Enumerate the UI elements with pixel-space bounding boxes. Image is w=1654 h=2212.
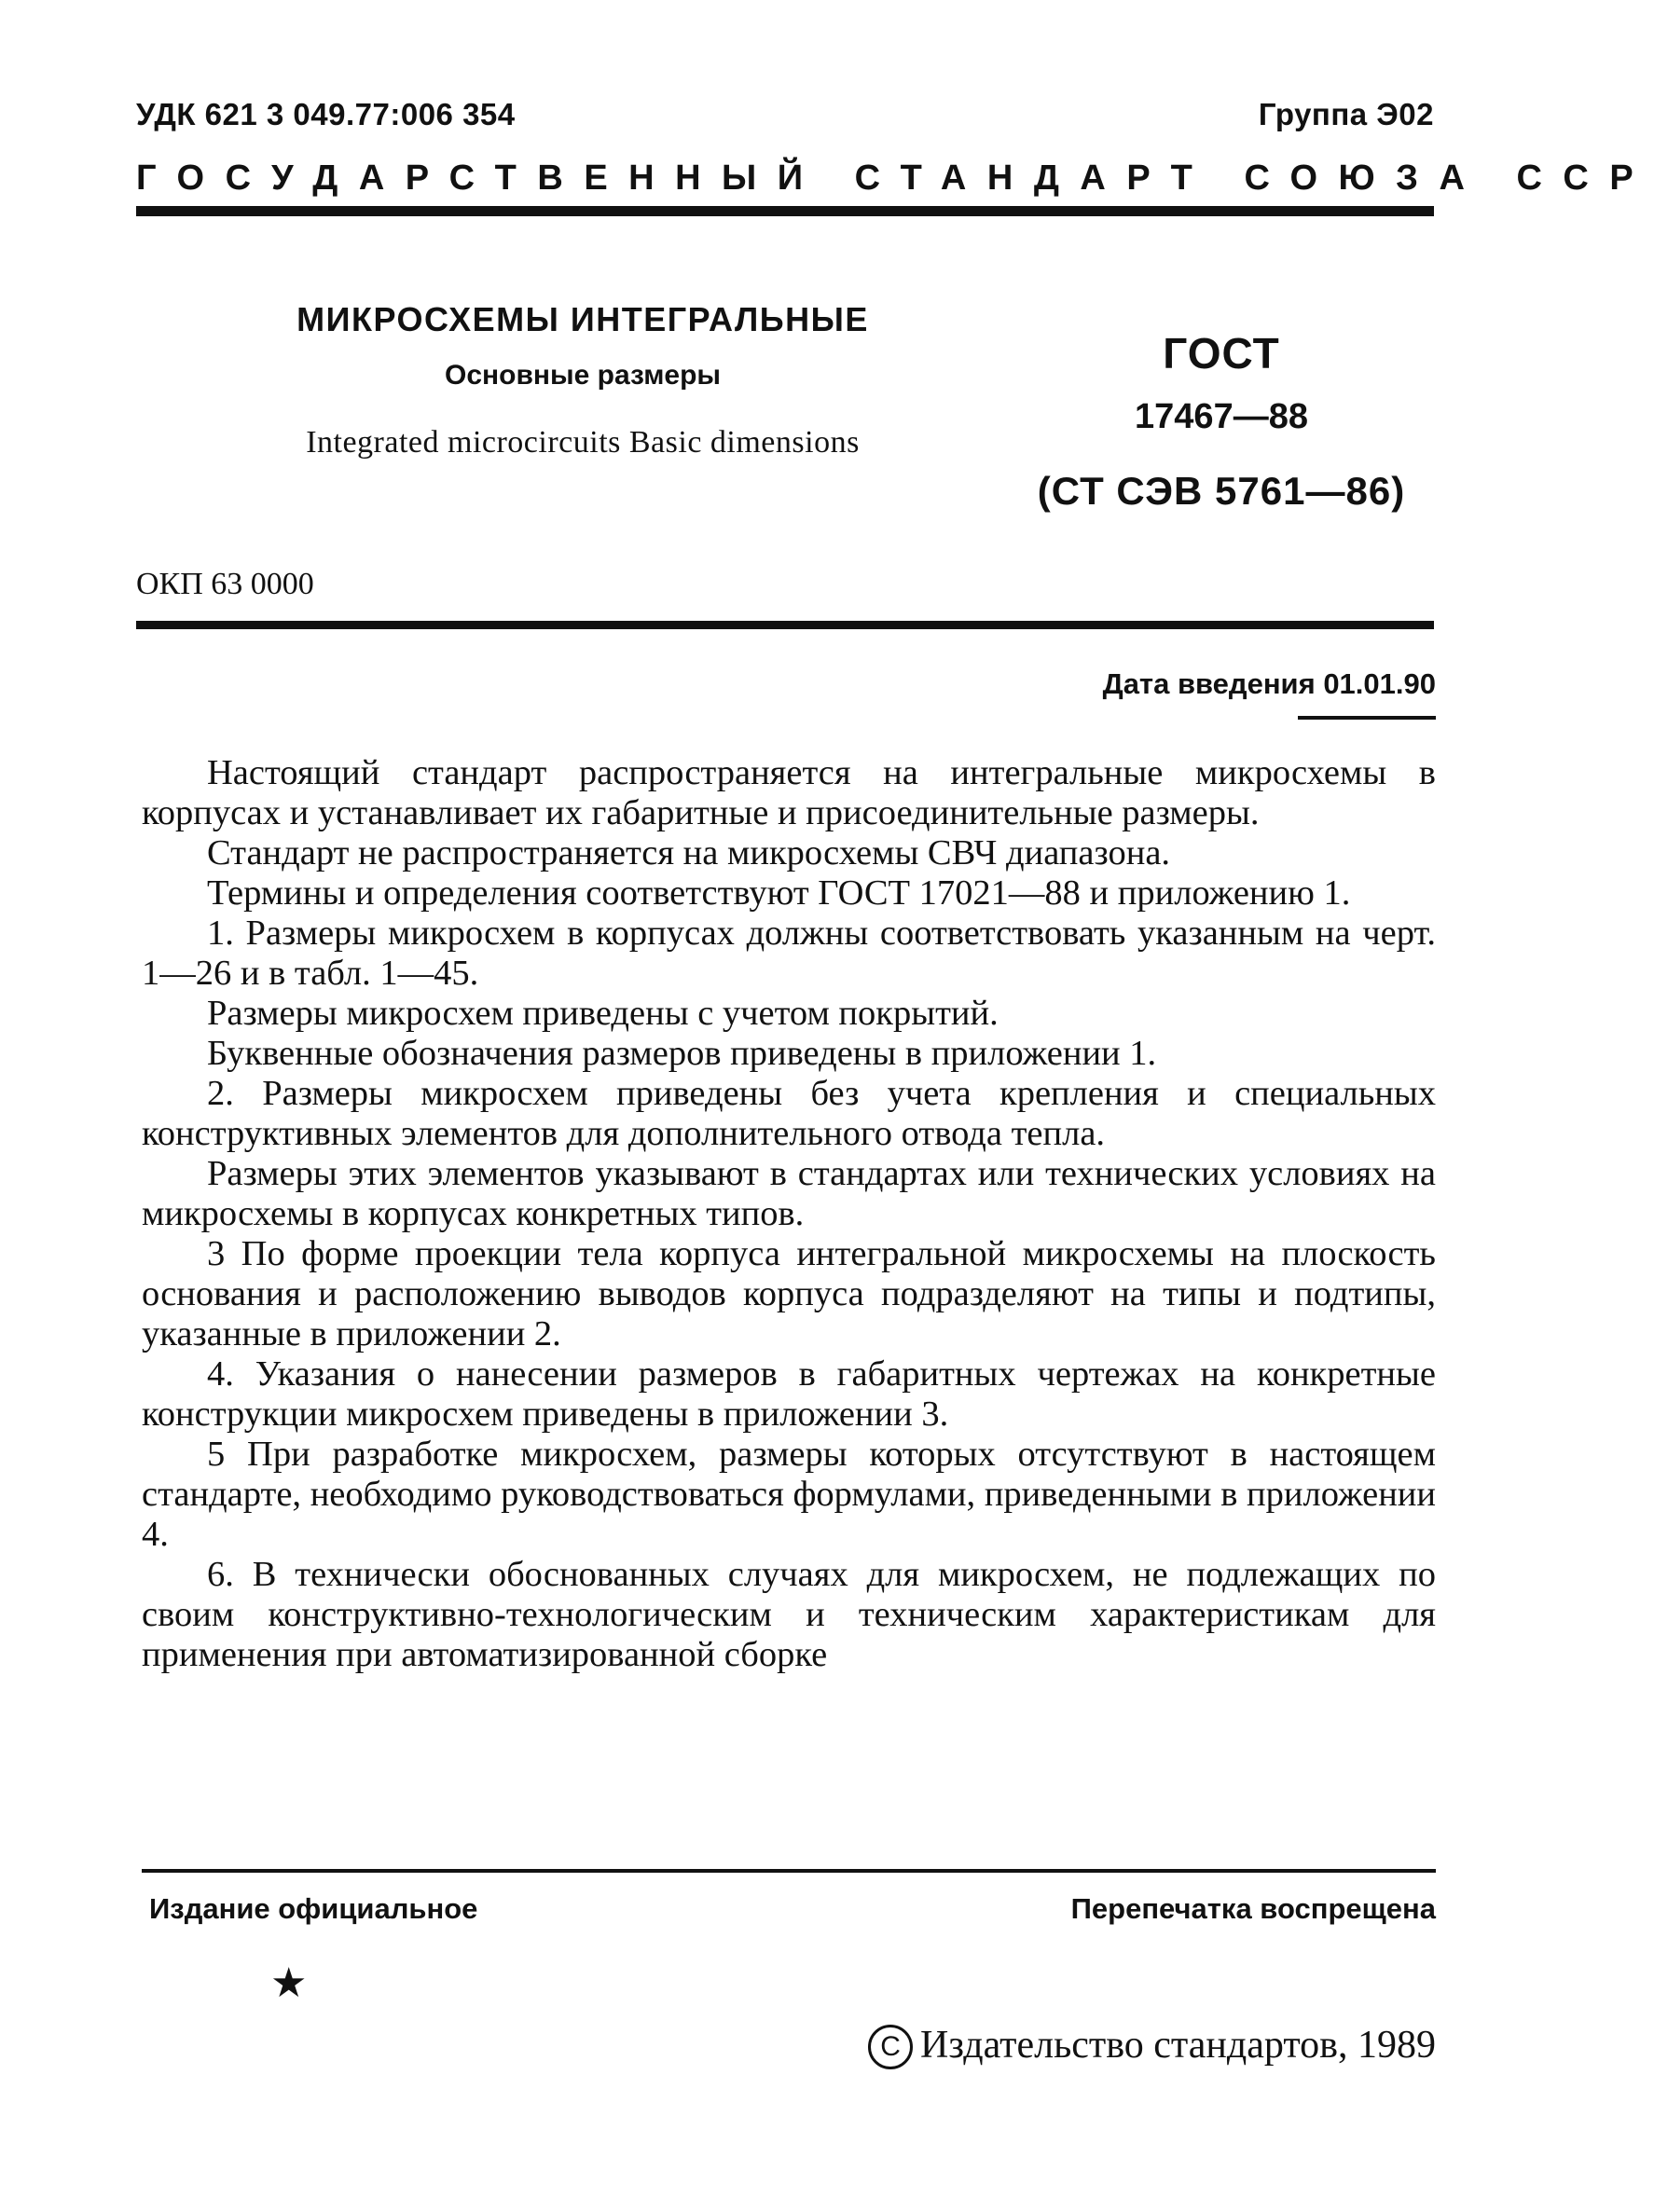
paragraph: 2. Размеры микросхем приведены без учета крепления и специальных конструктивных элементов для дополнительного отвода тепла. — [142, 1074, 1436, 1153]
document-title: МИКРОСХЕМЫ ИНТЕГРАЛЬНЫЕ — [296, 300, 869, 338]
paragraph: Размеры микросхем приведены с учетом покрытий. — [207, 994, 999, 1033]
udk-code: УДК 621 3 049.77:006 354 — [136, 97, 516, 131]
title-block — [214, 300, 951, 460]
paragraph: Термины и определения соответствуют ГОСТ 17021—88 и приложению 1. — [207, 873, 1351, 913]
star-icon: ★ — [270, 1960, 308, 2006]
paragraph: 4. Указания о нанесении размеров в габаритных чертежах на конкретные конструкции микросхем приведены в приложении 3. — [142, 1354, 1436, 1434]
paragraph: 1. Размеры микросхем в корпусах должны соответствовать указанным на черт. 1—26 и в табл. 1—45. — [142, 914, 1436, 993]
gost-label: ГОСТ — [1163, 329, 1280, 378]
paragraph: 5 При разработке микросхем, размеры которых отсутствуют в настоящем стандарте, необходимо руководствоваться формулами, приведенными в приложении 4. — [142, 1435, 1436, 1554]
document-title-english: Integrated microcircuits Basic dimensions — [306, 425, 860, 460]
publisher-line — [868, 2023, 1436, 2069]
paragraph: Стандарт не распространяется на микросхемы СВЧ диапазона. — [207, 833, 1171, 872]
introduction-date: Дата введения 01.01.90 — [1102, 667, 1436, 700]
header-divider — [136, 206, 1434, 216]
title-divider — [136, 621, 1434, 629]
footer-divider — [142, 1869, 1436, 1873]
document-subtitle: Основные размеры — [444, 360, 722, 391]
paragraph: Настоящий стандарт распространяется на интегральные микросхемы в корпусах и устанавливает их габаритные и присоединительные размеры. — [142, 753, 1436, 832]
gost-number: 17467—88 — [1135, 397, 1308, 436]
date-underline — [1298, 716, 1436, 720]
paragraph: 6. В технически обоснованных случаях для микросхем, не подлежащих по своим конструктивно-технологическим и техническим характеристикам для применения при автоматизированной сборке — [142, 1555, 1436, 1674]
copyright-icon: C — [868, 2025, 913, 2069]
publisher-name: Издательство стандартов, 1989 — [920, 2024, 1436, 2067]
reprint-prohibited-label: Перепечатка воспрещена — [1070, 1892, 1436, 1925]
paragraph: Буквенные обозначения размеров приведены в приложении 1. — [207, 1034, 1157, 1073]
paragraph: 3 По форме проекции тела корпуса интегральной микросхемы на плоскость основания и расположению выводов корпуса подразделяют на типы и подтипы, указанные в приложении 2. — [142, 1234, 1436, 1353]
state-standard-heading: ГОСУДАРСТВЕННЫЙ СТАНДАРТ СОЮЗА ССР — [136, 158, 1654, 198]
gost-designation — [988, 328, 1454, 514]
cmea-standard-number: (СТ СЭВ 5761—86) — [1037, 469, 1406, 513]
group-code: Группа Э02 — [1258, 97, 1434, 131]
paragraph: Размеры этих элементов указывают в стандартах или технических условиях на микросхемы в корпусах конкретных типов. — [142, 1154, 1436, 1233]
okp-code: ОКП 63 0000 — [136, 567, 314, 601]
official-edition-label: Издание официальное — [149, 1892, 478, 1925]
body-text — [142, 753, 1436, 1675]
